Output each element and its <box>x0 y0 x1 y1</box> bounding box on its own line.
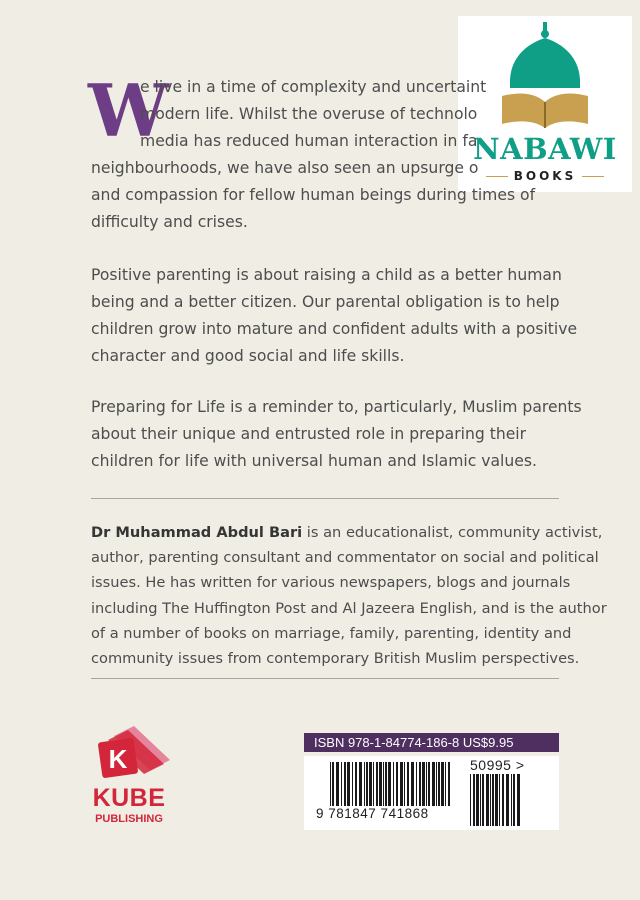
barcode-stripe <box>369 762 372 806</box>
barcode-stripe <box>428 762 430 806</box>
barcode-stripe <box>347 762 350 806</box>
blurb-line: modern life. Whilst the overuse of technolo <box>140 105 478 123</box>
barcode-addon-icon <box>470 774 522 826</box>
divider <box>91 498 559 499</box>
bio-line: author, parenting consultant and commentator on social and political <box>91 549 599 567</box>
barcode-stripe <box>436 762 437 806</box>
publisher-sub: PUBLISHING <box>95 813 163 825</box>
barcode-stripe <box>490 774 491 826</box>
blurb-line: and compassion for fellow human beings during times of <box>91 186 536 204</box>
barcode-stripe <box>400 762 403 806</box>
watermark-sub: BOOKS <box>458 169 632 183</box>
barcode-stripe <box>385 762 387 806</box>
barcode-stripe <box>373 762 374 806</box>
blurb-line: being and a better citizen. Our parental obligation is to help <box>91 293 560 311</box>
barcode-stripe <box>411 762 414 806</box>
blurb-line: e live in a time of complexity and uncertaint <box>140 78 487 96</box>
bio-first-line-rest: is an educationalist, community activist, <box>302 524 603 541</box>
blurb-line: children for life with universal human and Islamic values. <box>91 452 537 470</box>
blurb-paragraph-1 <box>91 74 535 236</box>
kube-mark-letter: K <box>108 744 128 774</box>
barcode-stripe <box>355 762 357 806</box>
barcode-stripe <box>506 774 509 826</box>
blurb-paragraph-2 <box>91 262 577 370</box>
barcode-stripe <box>432 762 435 806</box>
barcode-stripe <box>379 762 382 806</box>
barcode-stripe <box>495 774 498 826</box>
bio-line: of a number of books on marriage, family, parenting, identity and <box>91 624 572 642</box>
barcode-digits: 9 781847 741868 <box>316 806 429 821</box>
barcode-stripe <box>419 762 421 806</box>
barcode-stripe <box>486 774 489 826</box>
barcode-stripe <box>393 762 394 806</box>
barcode-stripe <box>470 774 471 826</box>
barcode-stripe <box>344 762 346 806</box>
barcode-stripe <box>511 774 512 826</box>
barcode-stripe <box>441 762 444 806</box>
barcode-stripe <box>388 762 391 806</box>
kube-publishing-logo-icon <box>86 726 172 782</box>
author-name: Dr Muhammad Abdul Bari <box>91 524 303 541</box>
author-bio <box>91 520 607 671</box>
blurb-line: Preparing for Life is a reminder to, particularly, Muslim parents <box>91 398 582 416</box>
blurb-line: difficulty and crises. <box>91 213 248 231</box>
barcode-stripe <box>376 762 378 806</box>
blurb-line: character and good social and life skills. <box>91 347 405 365</box>
barcode-stripe <box>404 762 405 806</box>
barcode-stripe <box>352 762 353 806</box>
bio-line: issues. He has written for various newspapers, blogs and journals <box>91 574 571 592</box>
blurb-line: neighbourhoods, we have also seen an upsurge o <box>91 159 479 177</box>
barcode-stripe <box>499 774 500 826</box>
barcode-stripe <box>480 774 481 826</box>
drop-cap: W <box>88 68 169 153</box>
barcode-stripe <box>332 762 334 806</box>
barcode-stripe <box>383 762 384 806</box>
publisher-name: KUBE <box>92 784 166 812</box>
barcode-stripe <box>364 762 365 806</box>
barcode-stripe <box>366 762 368 806</box>
barcode-stripe <box>396 762 398 806</box>
bio-line <box>91 520 607 545</box>
barcode-stripe <box>502 774 504 826</box>
bio-line: community issues from contemporary British Muslim perspectives. <box>91 650 580 668</box>
barcode-stripe <box>422 762 425 806</box>
barcode-stripe <box>330 762 331 806</box>
barcode-stripe <box>426 762 427 806</box>
barcode-stripe <box>359 762 362 806</box>
watermark-brand: NABAWI <box>473 132 617 166</box>
blurb-line: media has reduced human interaction in fa <box>140 132 478 150</box>
bio-line: including The Huffington Post and Al Jazeera English, and is the author <box>91 599 607 617</box>
barcode-stripe <box>407 762 409 806</box>
barcode-stripe <box>473 774 475 826</box>
blurb-paragraph-3 <box>91 394 582 475</box>
barcode-stripe <box>416 762 417 806</box>
barcode-stripe <box>517 774 520 826</box>
barcode-stripe <box>438 762 440 806</box>
barcode-stripe <box>341 762 342 806</box>
blurb-line: about their unique and entrusted role in preparing their <box>91 425 527 443</box>
blurb-line: children grow into mature and confident adults with a positive <box>91 320 578 338</box>
barcode-stripe <box>513 774 515 826</box>
barcode-stripe <box>448 762 450 806</box>
barcode-stripe <box>336 762 339 806</box>
divider <box>91 678 559 679</box>
barcode-stripe <box>482 774 484 826</box>
barcode-icon <box>330 762 454 806</box>
barcode-stripe <box>492 774 494 826</box>
isbn-price-bar: ISBN 978-1-84774-186-8 US$9.95 <box>304 733 559 752</box>
barcode-addon-digits: 50995 > <box>470 757 525 773</box>
blurb-line: Positive parenting is about raising a child as a better human <box>91 266 562 284</box>
barcode-stripe <box>445 762 446 806</box>
barcode-stripe <box>476 774 479 826</box>
